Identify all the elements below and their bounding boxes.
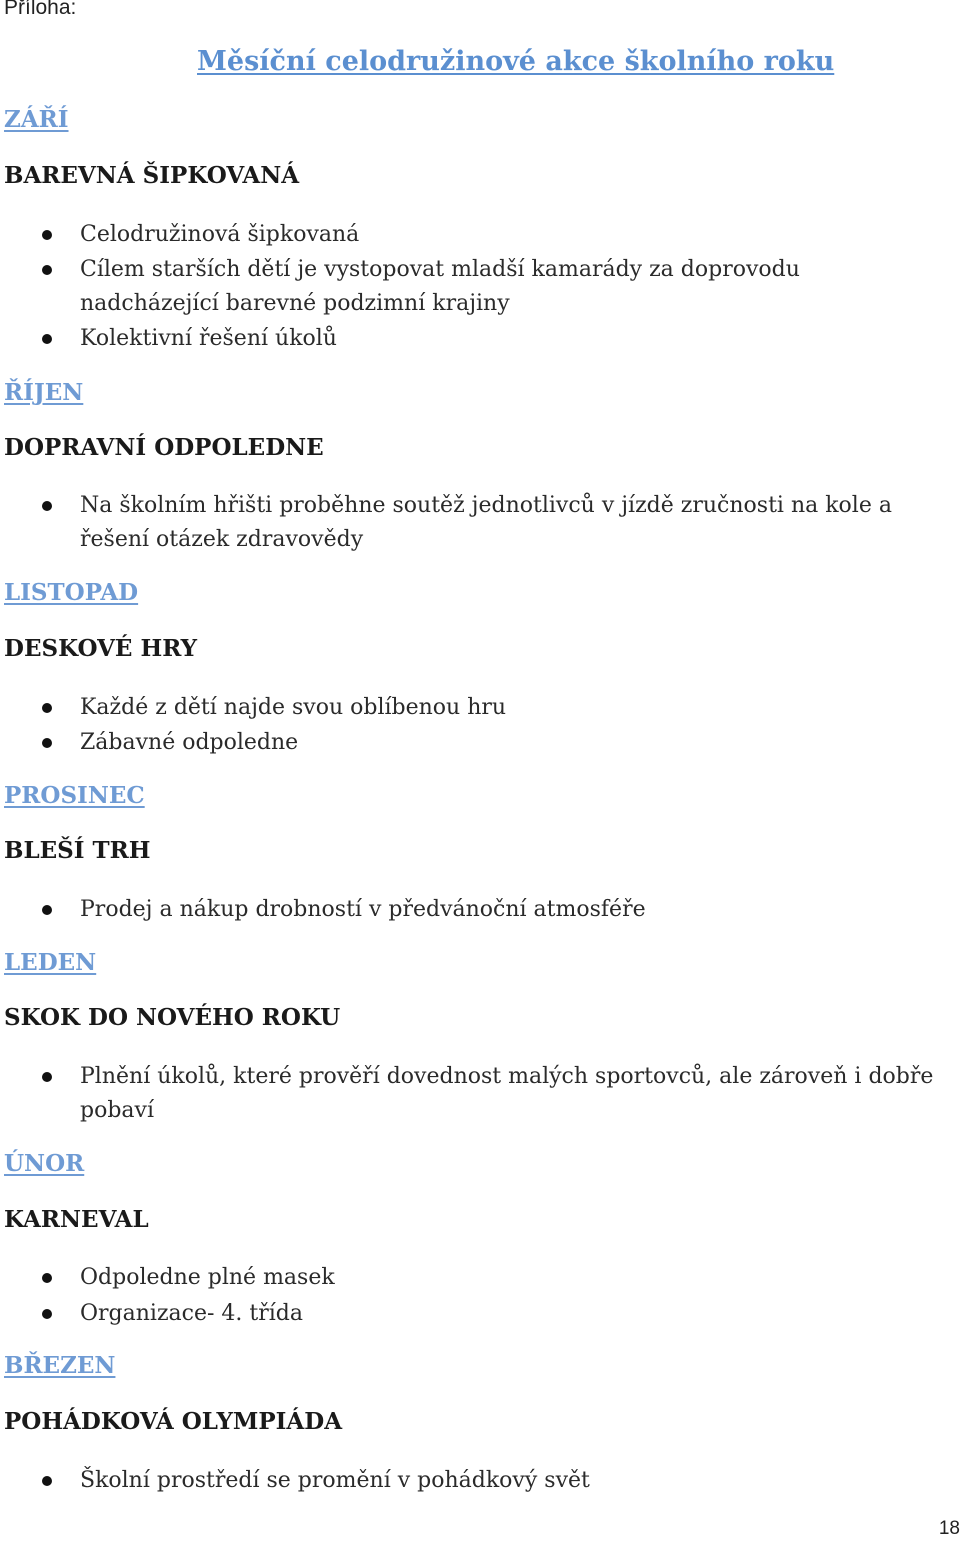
- bullet-icon: [42, 905, 52, 915]
- bullet-icon: [42, 703, 52, 713]
- page-number: 18: [938, 1518, 960, 1539]
- bullet-icon: [42, 1072, 52, 1082]
- list-item: Každé z dětí najde svou oblíbenou hru: [80, 695, 507, 720]
- list-item: Plnění úkolů, které prověří dovednost malých sportovců, ale zároveň i dobře pobaví: [80, 1064, 934, 1123]
- event-title-blesi-trh: BLEŠÍ TRH: [4, 837, 151, 864]
- event-title-barevna-sipkovana: BAREVNÁ ŠIPKOVANÁ: [4, 162, 300, 189]
- event-title-pohadkova-olympiada: POHÁDKOVÁ OLYMPIÁDA: [4, 1408, 343, 1435]
- month-heading-unor: ÚNOR: [4, 1150, 85, 1177]
- month-heading-rijen: ŘÍJEN: [4, 379, 84, 406]
- list-item: Kolektivní řešení úkolů: [80, 326, 337, 351]
- bullet-icon: [42, 1476, 52, 1486]
- event-title-dopravni-odpoledne: DOPRAVNÍ ODPOLEDNE: [4, 434, 324, 461]
- bullet-icon: [42, 501, 52, 511]
- month-heading-listopad: LISTOPAD: [4, 579, 139, 606]
- appendix-label: Příloha:: [4, 0, 77, 19]
- bullet-icon: [42, 230, 52, 240]
- bullet-icon: [42, 334, 52, 344]
- bullet-icon: [42, 1273, 52, 1283]
- list-item: Cílem starších dětí je vystopovat mladší kamarády za doprovodu nadcházející barevné podzimní krajiny: [80, 257, 800, 316]
- bullet-icon: [42, 265, 52, 275]
- month-heading-prosinec: PROSINEC: [4, 782, 145, 809]
- list-item: Organizace- 4. třída: [80, 1301, 304, 1326]
- list-item: Odpoledne plné masek: [80, 1265, 335, 1290]
- bullet-icon: [42, 738, 52, 748]
- month-heading-brezen: BŘEZEN: [4, 1352, 116, 1379]
- list-item: Na školním hřišti proběhne soutěž jednotlivců v jízdě zručnosti na kole a řešení otázek zdravovědy: [80, 493, 892, 552]
- month-heading-leden: LEDEN: [4, 949, 97, 976]
- event-title-karneval: KARNEVAL: [4, 1206, 149, 1233]
- list-item: Zábavné odpoledne: [80, 730, 299, 755]
- document-title: Měsíční celodružinové akce školního roku: [197, 46, 835, 77]
- month-heading-zari: ZÁŘÍ: [4, 106, 69, 133]
- list-item: Prodej a nákup drobností v předvánoční atmosféře: [80, 897, 646, 922]
- list-item: Celodružinová šipkovaná: [80, 222, 360, 247]
- list-item: Školní prostředí se promění v pohádkový svět: [80, 1468, 590, 1493]
- bullet-icon: [42, 1309, 52, 1319]
- event-title-skok-do-noveho-roku: SKOK DO NOVÉHO ROKU: [4, 1004, 341, 1031]
- event-title-deskove-hry: DESKOVÉ HRY: [4, 635, 198, 662]
